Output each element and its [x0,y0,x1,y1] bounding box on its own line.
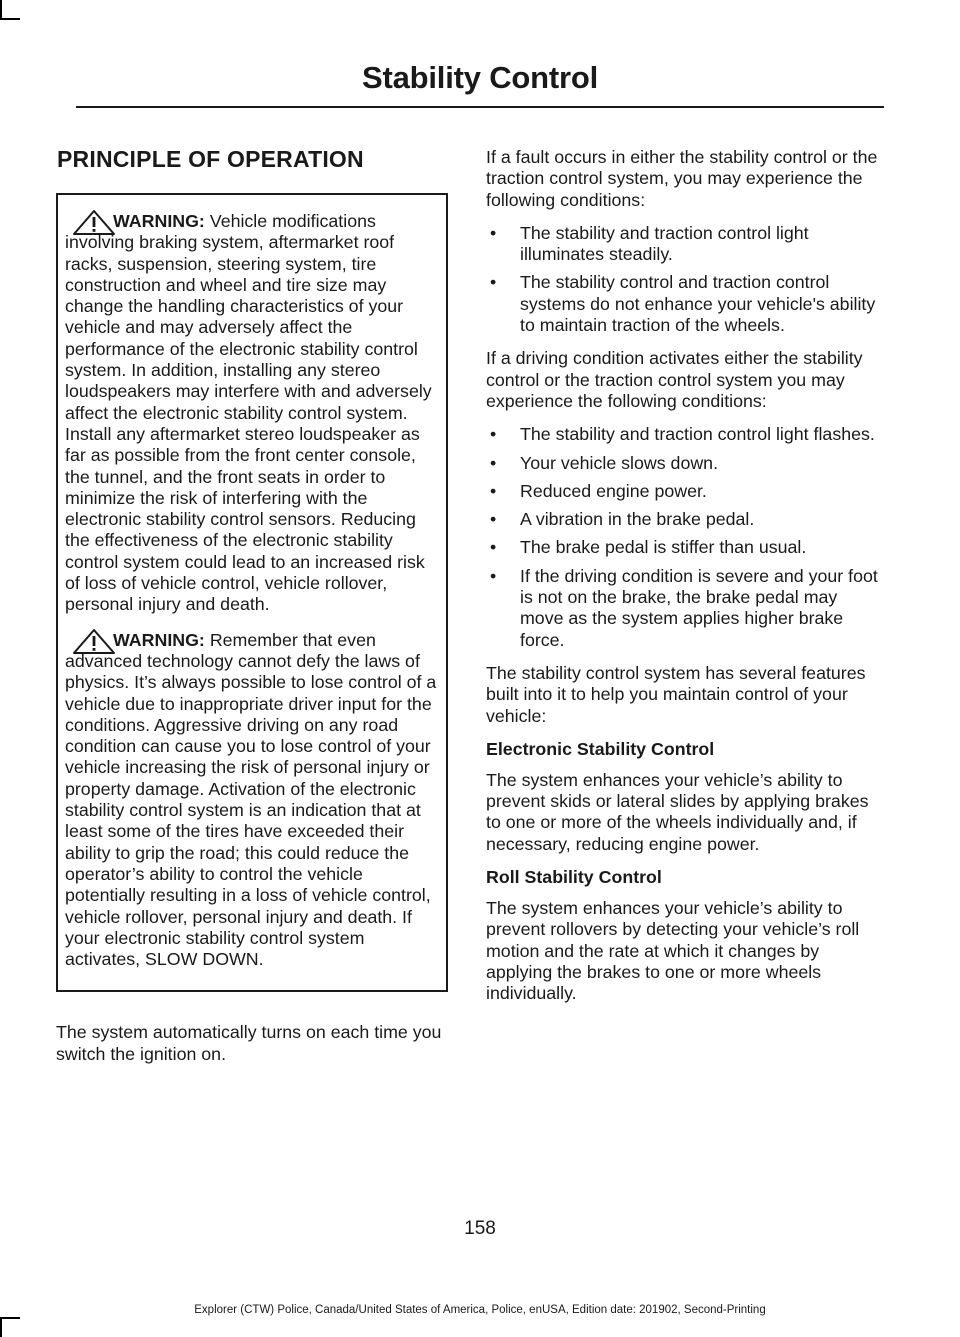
body-paragraph: The stability control system has several features built into it to help you maintain control of your vehicle: [486,662,866,726]
list-item: • If the driving condition is severe and your foot is not on the brake, the brake pedal may move as the system applies higher brake force. [490,565,878,650]
list-item: • The stability and traction control light flashes. [490,424,875,445]
crop-mark [0,18,20,20]
crop-mark [0,1317,2,1337]
list-item: • A vibration in the brake pedal. [490,509,755,530]
warning-triangle-icon [70,209,118,236]
crop-mark [0,1317,20,1319]
warning-text: Vehicle modifications involving braking system, aftermarket roof racks, suspension, steering system, tire construction and wheel and tire size may change the handling characteristics of your vehicle and may adversely affect the performance of the electronic stability control system. In addition, installing any stereo loudspeakers may interfere with and adversely affect the electronic stability control system. Install any aftermarket stereo loudspeaker as far as possible from the front center console, the tunnel, and the front seats in order to minimize the risk of interfering with the electronic stability control sensors. Reducing the effectiveness of the electronic stability control system could lead to an increased risk of loss of vehicle control, vehicle rollover, personal injury and death. [65,211,432,615]
warning-label: WARNING: [113,629,205,650]
header-divider [76,106,884,108]
list-item: • The stability and traction control light illuminates steadily. [490,222,809,265]
body-paragraph: The system enhances your vehicle’s ability to prevent skids or lateral slides by applying brakes to one or more of the wheels individually and, if necessary, reducing engine power. [486,769,869,854]
subheading: Electronic Stability Control [486,738,715,759]
warning-block [65,630,439,971]
footer-text: Explorer (CTW) Police, Canada/United States of America, Police, enUSA, Edition date: 201902, Second-Printing [194,1304,766,1316]
warning-box [56,193,448,992]
warning-block [65,211,439,616]
body-paragraph: If a fault occurs in either the stability control or the traction control system, you may experience the following conditions: [486,147,878,210]
warning-text: Remember that even advanced technology cannot defy the laws of physics. It’s always possible to lose control of a vehicle due to inappropriate driver input for the conditions. Aggressive driving on any road condition can cause you to lose control of your vehicle increasing the risk of personal injury or property damage. Activation of the electronic stability control system is an indication that at least some of the tires have exceeded their ability to grip the road; this could reduce the operator’s ability to control the vehicle potentially resulting in a loss of vehicle control, vehicle rollover, personal injury and death. If your electronic stability control system activates, SLOW DOWN. [65,629,437,970]
list-item: • Your vehicle slows down. [490,452,719,473]
right-column [486,147,882,1017]
subheading: Roll Stability Control [486,867,662,888]
body-paragraph: The system enhances your vehicle’s ability to prevent rollovers by detecting your vehicle’s roll motion and the rate at which it changes by applying the brakes to one or more wheels individually. [486,898,860,1004]
body-paragraph: If a driving condition activates either the stability control or the traction control system you may experience the following conditions: [486,348,863,411]
warning-triangle-icon [70,628,118,655]
page-number: 158 [464,1218,496,1239]
list-item: • The stability control and traction control systems do not enhance your vehicle's ability to maintain traction of the wheels. [490,272,876,336]
section-heading: PRINCIPLE OF OPERATION [57,146,364,172]
page-title: Stability Control [362,60,598,95]
crop-mark [0,0,2,20]
list-item: • The brake pedal is stiffer than usual. [490,537,807,558]
fault-conditions-list [486,223,882,336]
warning-label: WARNING: [113,211,205,231]
left-column [56,146,446,1077]
body-paragraph: The system automatically turns on each time you switch the ignition on. [56,1022,442,1064]
driving-conditions-list [486,424,882,651]
list-item: • Reduced engine power. [490,480,707,501]
